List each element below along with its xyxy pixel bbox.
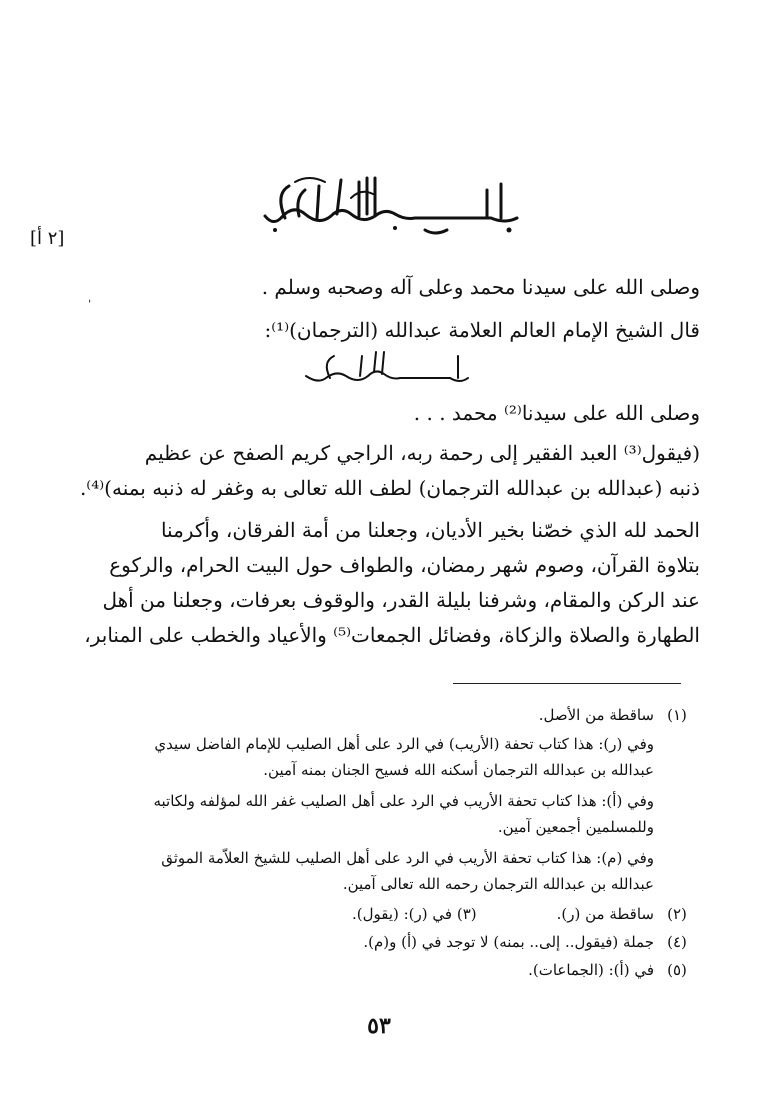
author-line-2: ذنبه (عبدالله بن عبدالله الترجمان) لطف الله تعالى به وغفر له ذنبه بمنه)⁽⁴⁾. [79,476,700,500]
footnote-number: (٤) [667,933,687,951]
footnote-number: (١) [667,706,687,724]
footnote-5 [80,957,700,983]
text-line [90,396,700,431]
footnote-text: وللمسلمين أجمعين آمين. [497,818,654,836]
footnote-1-line [80,731,700,757]
footnote-text: وفي (أ): هذا كتاب تحفة الأريب في الرد على أهل الصليب غفر الله لمؤلفه ولكاتبه [153,792,654,810]
margin-mark: ˈ [88,298,92,312]
basmala-calligraphy-graphic [255,168,525,240]
paragraph-line-2: بتلاوة القرآن، وصوم شهر رمضان، والطواف حول البيت الحرام، والركوع [109,553,700,577]
footnote-text: في (ر): (يقول). [351,905,453,923]
text-line [79,436,700,506]
text-line [90,270,700,305]
page-number: ٥٣ [367,1013,391,1039]
author-line-1: (فيقول⁽³⁾ العبد الفقير إلى رحمة ربه، الراجي كريم الصفح عن عظيم [144,441,700,465]
footnote-1 [80,702,700,728]
paragraph-line-1: الحمد لله الذي خصّنا بخير الأديان، وجعلنا من أمة الفرقان، وأكرمنا [160,518,700,542]
footnote-number: (٢) [667,905,687,923]
prayer-line: وصلى الله على سيدنا⁽²⁾ محمد . . . [413,401,700,425]
footnote-number: (٥) [667,961,687,979]
footnote-1-line [80,845,700,871]
paragraph [84,513,700,653]
footnote-separator [453,683,681,684]
paragraph-line-4: الطهارة والصلاة والزكاة، وفضائل الجمعات⁽⁵⁾ والأعياد والخطب على المنابر، [84,623,700,647]
footnote-4 [80,929,700,955]
footnote-text: ساقطة من الأصل. [538,706,654,724]
basmala-calligraphy [255,168,525,240]
footnote-text: عبدالله بن عبدالله الترجمان رحمه الله تعالى آمين. [342,875,654,893]
footnote-1-line [80,814,700,840]
footnote-number: (٣) [456,905,477,923]
small-basmala-graphic [300,348,472,390]
footnote-text: عبدالله بن عبدالله الترجمان أسكنه الله فسيح الجنان بمنه آمين. [263,761,654,779]
author-intro-line: قال الشيخ الإمام العالم العلامة عبدالله (الترجمان)⁽¹⁾: [264,318,700,342]
footnote-1-line [80,871,700,897]
salutation-line: وصلى الله على سيدنا محمد وعلى آله وصحبه وسلم . [261,275,700,299]
footnote-1-line [80,757,700,783]
text-line [90,313,700,348]
footnote-text: في (أ): (الجماعات). [528,961,654,979]
footnote-text: وفي (م): هذا كتاب تحفة الأريب في الرد على أهل الصليب للشيخ العلاّمة الموثق [161,849,654,867]
small-basmala [300,348,472,390]
folio-reference: [٢ أ] [30,228,65,249]
footnote-text: وفي (ر): هذا كتاب تحفة (الأريب) في الرد على أهل الصليب للإمام الفاضل سيدي [154,735,654,753]
footnote-text: جملة (فيقول.. إلى.. بمنه) لا توجد في (أ) و(م). [363,933,654,951]
footnote-2-3 [80,901,700,927]
footnote-1-line [80,788,700,814]
paragraph-line-3: عند الركن والمقام، وشرفنا بليلة القدر، والوقوف بعرفات، وجعلنا من أهل [102,588,700,612]
footnote-text: ساقطة من (ر). [556,905,654,923]
